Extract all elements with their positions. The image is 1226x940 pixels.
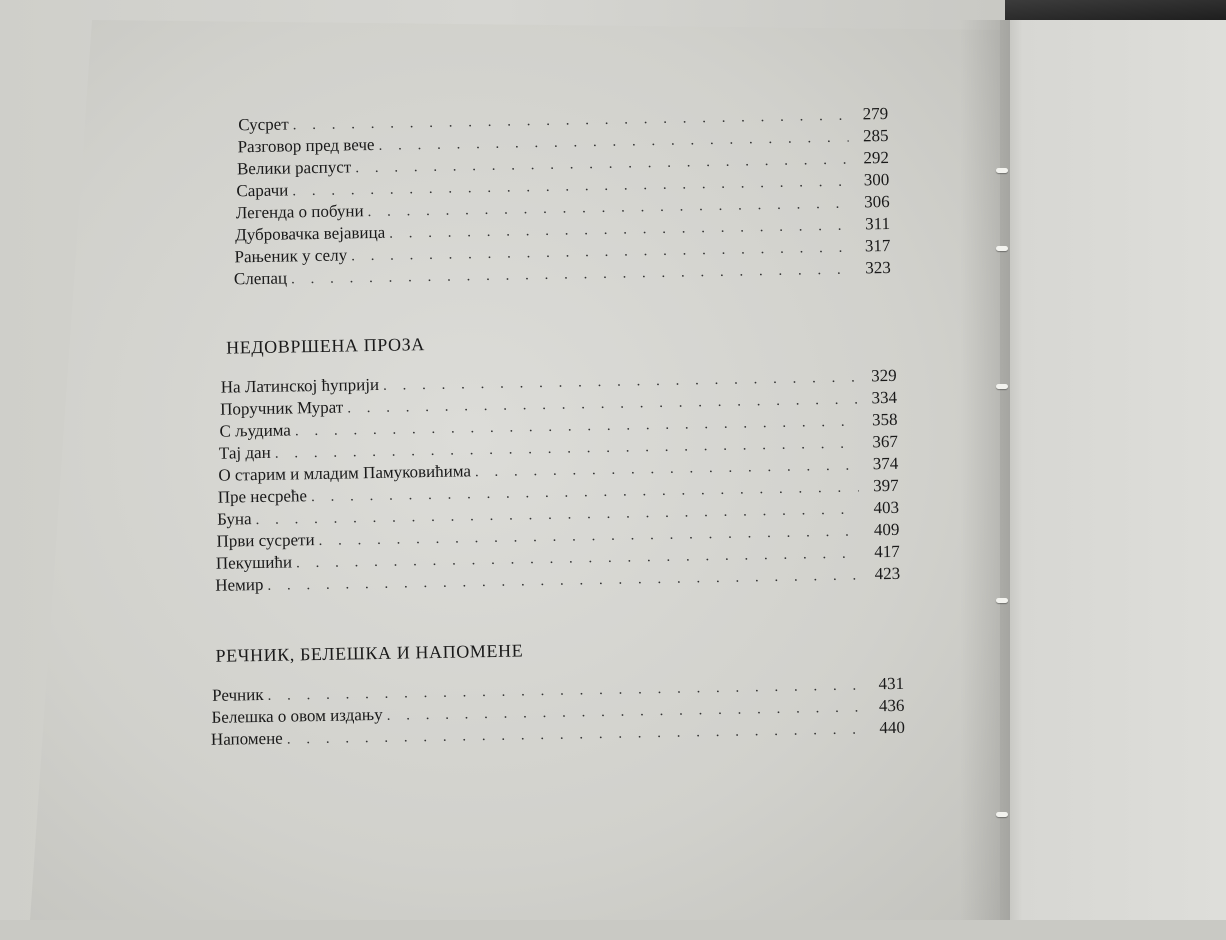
- toc-entry-page: 367: [872, 431, 899, 452]
- toc-entry-page: 323: [865, 257, 891, 278]
- binding-stitch: [996, 168, 1008, 173]
- toc-entry-title: На Латинској ћуприји: [220, 374, 380, 397]
- toc-entry-page: 334: [871, 387, 898, 408]
- toc-entry-page: 417: [874, 541, 900, 562]
- toc-entry-title: Први сусрети: [216, 530, 315, 551]
- binding-stitch: [996, 246, 1008, 251]
- toc-entry-title: Разговор пред вече: [237, 134, 375, 157]
- toc-entry-title: Сусрет: [238, 114, 289, 135]
- toc-entry-title: О старим и младим Памуковићима: [218, 461, 472, 485]
- section-heading: НЕДОВРШЕНА ПРОЗА: [225, 334, 426, 358]
- toc-entry-title: Напомене: [210, 728, 283, 749]
- toc-entry-page: 397: [872, 475, 899, 496]
- toc-entry-title: Дубровачка вејавица: [234, 222, 386, 245]
- section-heading: РЕЧНИК, БЕЛЕШКА И НАПОМЕНЕ: [215, 640, 524, 666]
- toc-entry-title: Поручник Мурат: [220, 397, 344, 419]
- toc-entry-title: Слепац: [233, 268, 288, 289]
- toc-entry-title: С људима: [219, 420, 292, 441]
- toc-entry-title: Велики распуст: [236, 157, 352, 179]
- toc-entry-page: 285: [862, 125, 889, 146]
- toc-entry-page: 374: [872, 453, 899, 474]
- toc-entry-page: 440: [879, 717, 906, 738]
- toc-entry-page: 423: [874, 563, 901, 584]
- toc-entry-page: 358: [871, 409, 898, 430]
- toc-entry-page: 436: [878, 695, 905, 716]
- toc-entry-title: Рањеник у селу: [234, 245, 348, 267]
- toc-entry-page: 306: [864, 191, 890, 212]
- binding-stitch: [996, 598, 1008, 603]
- toc-entry-title: Сарачи: [236, 180, 289, 201]
- toc-entry-page: 329: [871, 365, 897, 386]
- toc-entry-page: 403: [873, 497, 900, 518]
- binding-stitch: [996, 384, 1008, 389]
- toc-entry-title: Тај дан: [218, 442, 271, 463]
- toc-entry-page: 409: [873, 519, 900, 540]
- binding-stitch: [996, 812, 1008, 817]
- toc-entry-title: Белешка о овом издању: [211, 704, 383, 727]
- toc-entry-title: Легенда о побуни: [235, 201, 364, 223]
- toc-entry-page: 431: [878, 673, 905, 694]
- gutter-shadow: [960, 20, 1010, 920]
- toc-entry-page: 300: [863, 169, 890, 190]
- toc-entry-title: Пре несреће: [217, 486, 308, 507]
- toc-entry-page: 292: [863, 147, 890, 168]
- toc-entry-title: Речник: [212, 684, 264, 705]
- toc-entry-page: 311: [865, 213, 891, 234]
- toc-entry-page: 317: [864, 235, 891, 256]
- toc-entry-page: 279: [862, 103, 889, 124]
- toc-entry-title: Немир: [215, 574, 264, 595]
- toc-entry-title: Пекушићи: [215, 552, 293, 573]
- right-page: [1000, 20, 1226, 920]
- table-of-contents: [200, 100, 912, 792]
- toc-entry-title: Буна: [216, 509, 252, 529]
